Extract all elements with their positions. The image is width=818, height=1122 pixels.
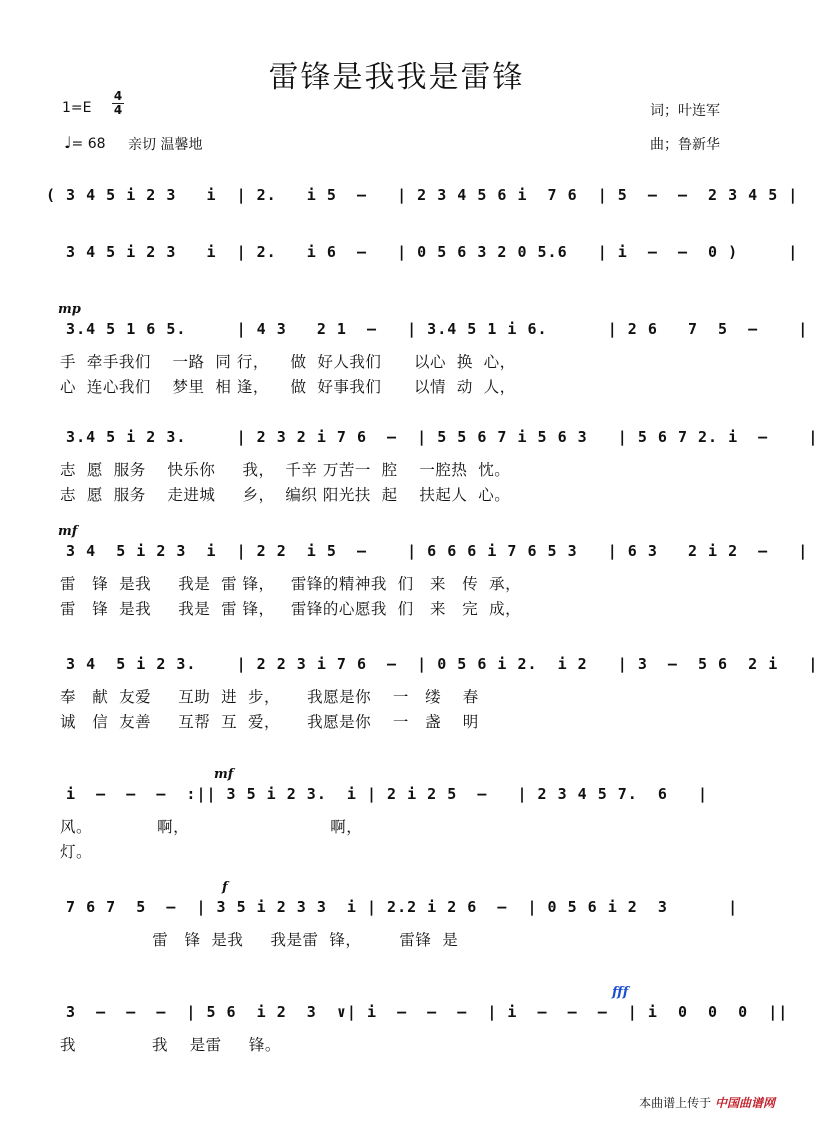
lyricist: 词；叶连军 [650,103,720,119]
lyrics-verse-1: 手 牵手我们 一路 同 行， 做 好人我们 以心 换 心， [60,353,516,371]
dynamic-marking: mf [58,524,78,539]
dynamic-marking: f [222,880,228,895]
tempo-marking: ♩= 68 [64,133,106,152]
dynamic-marking: mf [214,767,234,782]
lyrics-verse-1: 雷 锋 是我 我是雷 锋， 雷锋 是 [60,931,459,949]
notation-system: ( 3 4 5 i 2 3 i | 2. i 5 – | 2 3 4 5 6 i 7 6 | 5 – – 2 3 4 5 | [46,186,799,204]
dynamic-marking: fff [612,985,629,1000]
lyrics-verse-1: 风。 啊， 啊， [60,818,363,836]
time-top: 4 [113,89,123,103]
notation-system: i – – – :|| 3 5 i 2 3. i | 2 i 2 5 – | 2 3 4 5 7. 6 | [46,785,709,803]
notation-system: 7 6 7 5 – | 3 5 i 2 3 3 i | 2.2 i 2 6 – | 0 5 6 i 2 3 | [46,898,739,916]
lyrics-verse-2: 雷 锋 是我 我是 雷 锋， 雷锋的心愿我 们 来 完 成， [60,600,522,618]
key-signature: 1=E [62,100,92,116]
lyrics-verse-2: 灯。 [60,843,93,861]
lyrics-verse-2: 心 连心我们 梦里 相 逢， 做 好事我们 以情 动 人， [60,378,516,396]
notation-system: 3.4 5 1 6 5. | 4 3 2 1 – | 3.4 5 1 i 6. | 2 6 7 5 – | [46,320,809,338]
lyrics-verse-1: 奉 献 友爱 互助 进 步， 我愿是你 一 缕 春 [60,688,479,706]
dynamic-marking: mp [58,302,81,317]
expression-marking: 亲切 温馨地 [128,137,203,153]
notation-system: 3 4 5 i 2 3. | 2 2 3 i 7 6 – | 0 5 6 i 2. i 2 | 3 – 5 6 2 i | [46,655,818,673]
lyrics-verse-2: 诚 信 友善 互帮 互 爱， 我愿是你 一 盏 明 [60,713,479,731]
lyrics-verse-1: 雷 锋 是我 我是 雷 锋， 雷锋的精神我 们 来 传 承， [60,575,522,593]
footer: 本曲谱上传于 中国曲谱网 [639,1096,775,1110]
notation-system: 3 – – – | 5 6 i 2 3 ∨| i – – – | i – – – | i 0 0 0 || [46,1003,789,1021]
song-title: 雷锋是我我是雷锋 [268,60,525,95]
site-logo: 中国曲谱网 [714,1096,775,1110]
composer: 曲；鲁新华 [650,137,720,153]
time-signature [112,90,124,117]
notation-system: 3 4 5 i 2 3 i | 2 2 i 5 – | 6 6 6 i 7 6 5 3 | 6 3 2 i 2 – | [46,542,809,560]
lyrics-verse-1: 我 我 是雷 锋。 [60,1036,281,1054]
notation-system: 3 4 5 i 2 3 i | 2. i 6 – | 0 5 6 3 2 0 5.6 | i – – 0 ) | [46,243,799,261]
time-bottom: 4 [113,103,123,117]
lyrics-verse-1: 志 愿 服务 快乐你 我， 千辛 万苦一 腔 一腔热 忱。 [60,461,511,479]
quarter-note-icon: ♩ [64,133,72,152]
lyrics-verse-2: 志 愿 服务 走进城 乡， 编织 阳光扶 起 扶起人 心。 [60,486,511,504]
notation-system: 3.4 5 i 2 3. | 2 3 2 i 7 6 – | 5 5 6 7 i 5 6 3 | 5 6 7 2. i – | [46,428,818,446]
